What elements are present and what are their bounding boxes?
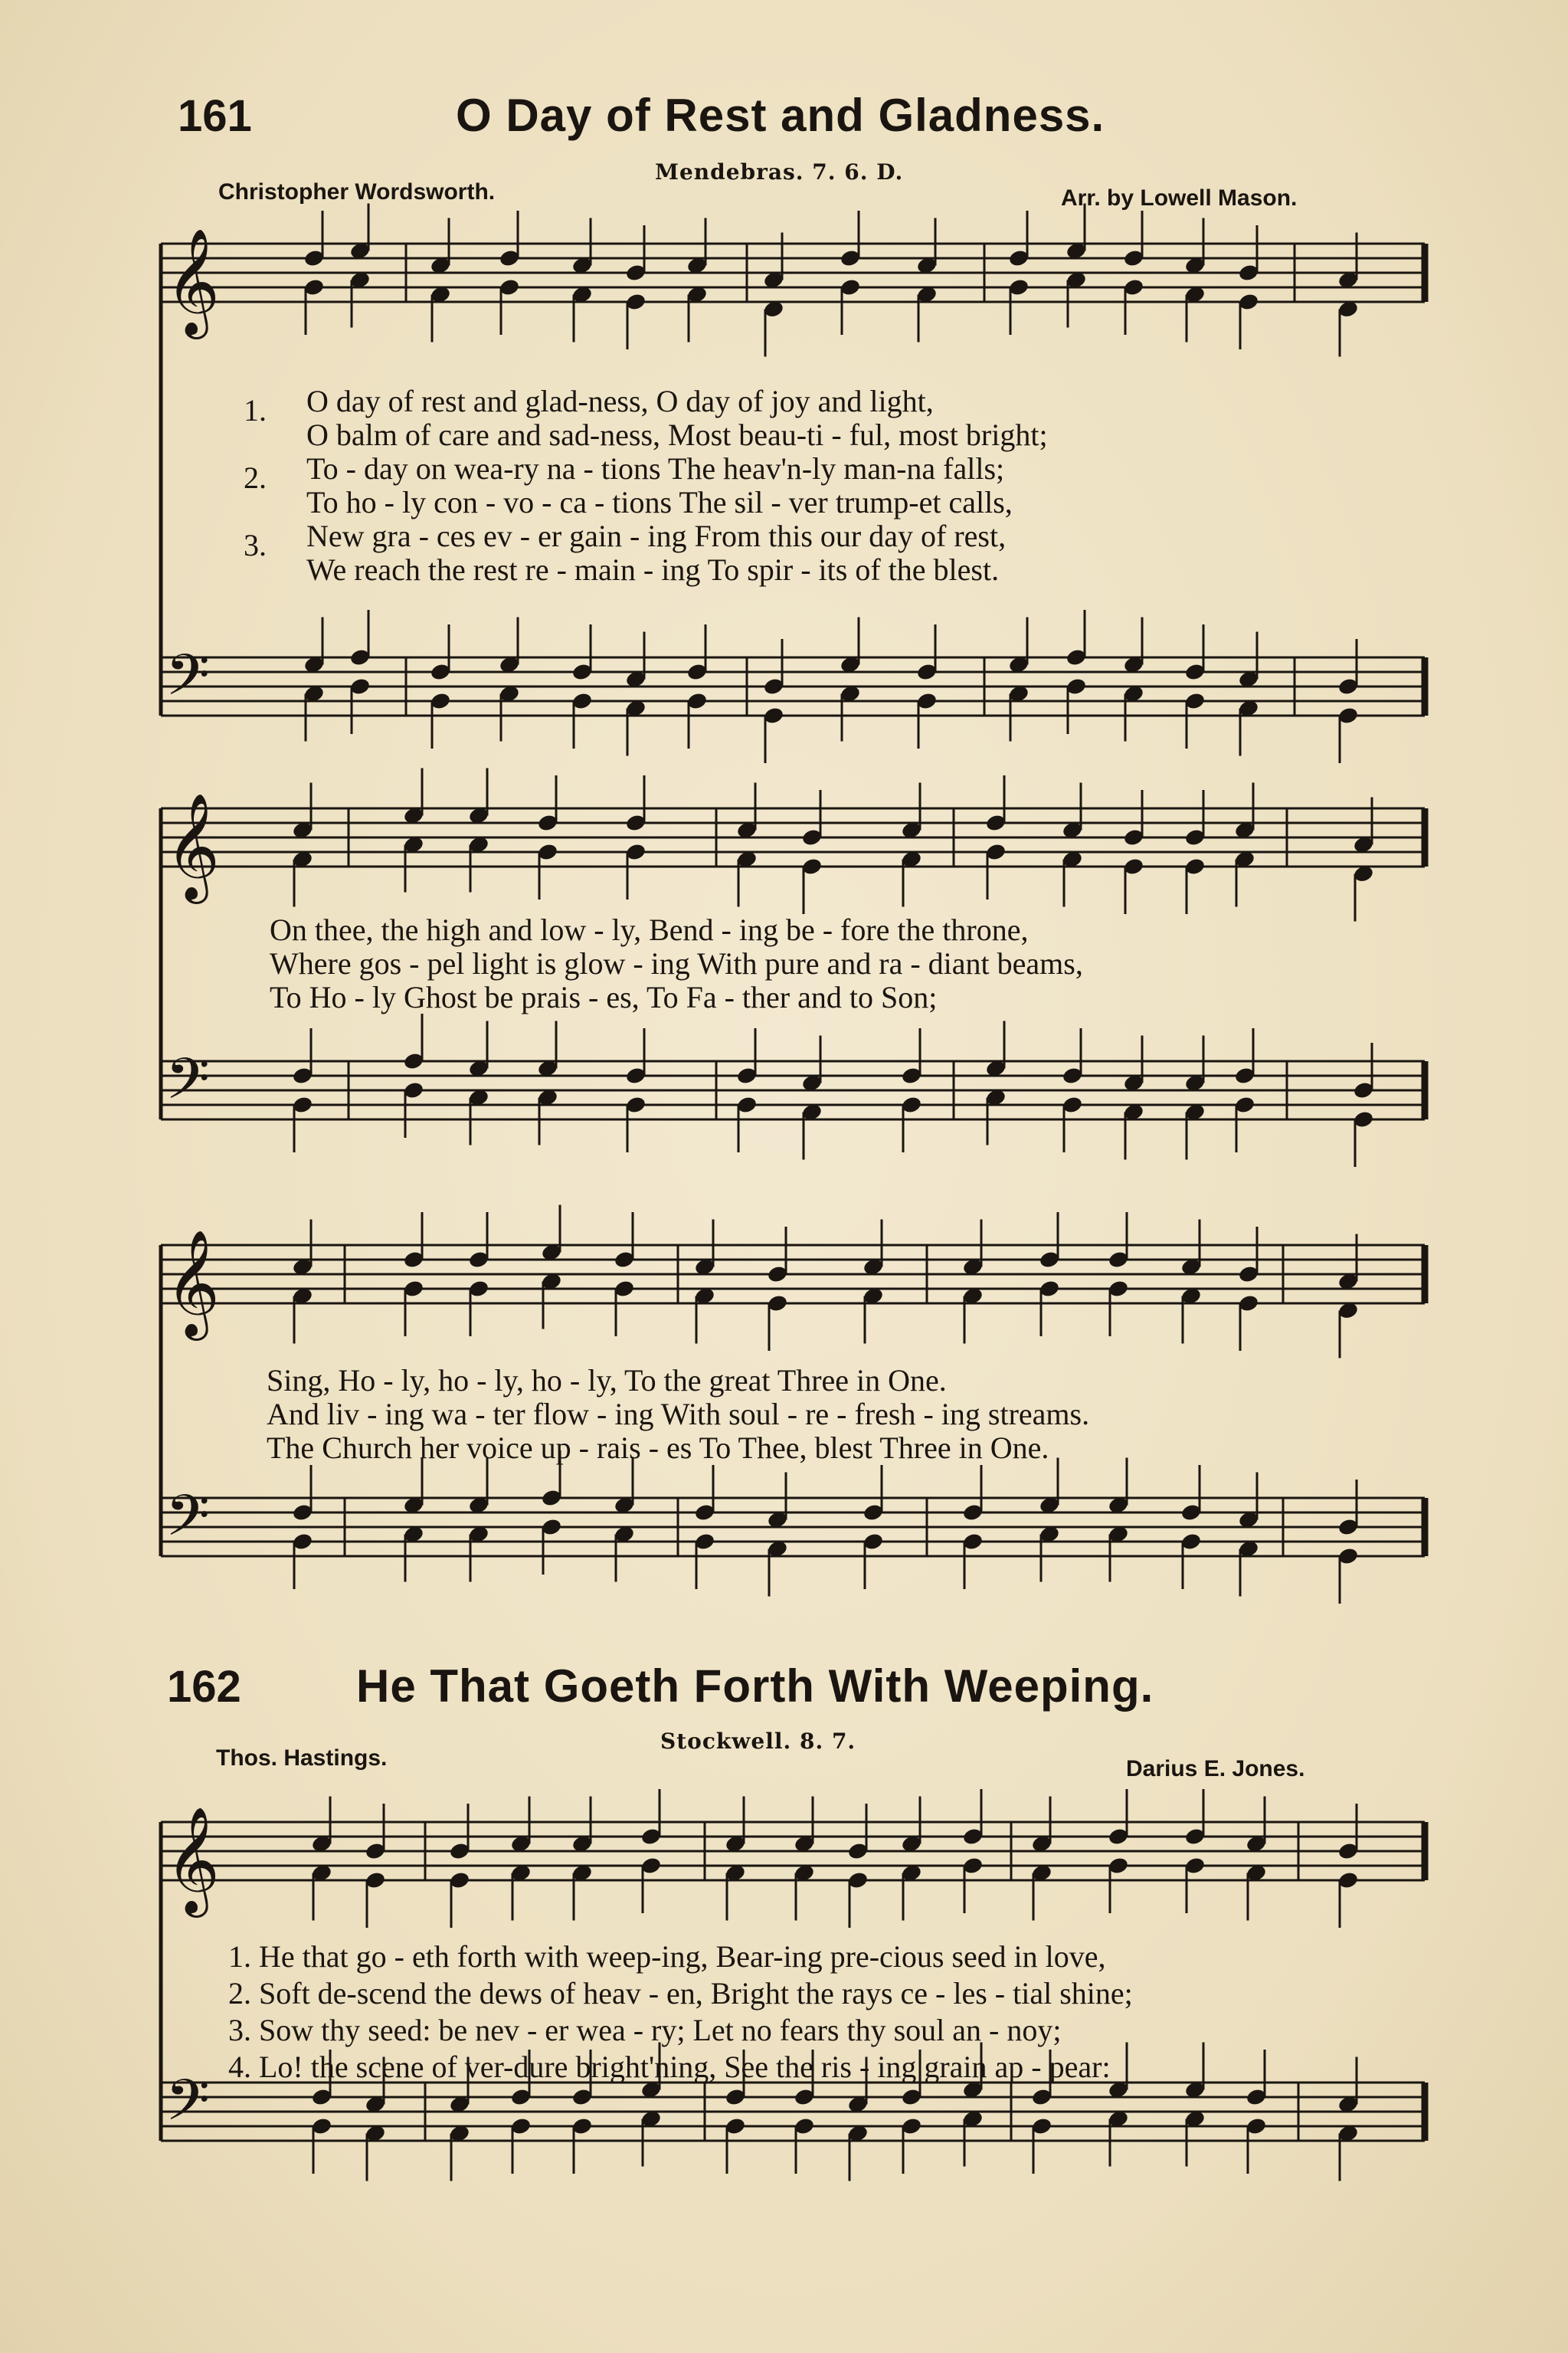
hymn-162-composer: Darius E. Jones. [1126, 1756, 1305, 1781]
treble-clef: 𝄞 [165, 1230, 220, 1336]
bass-clef: 𝄢 [165, 642, 210, 723]
hymn-161-composer: Arr. by Lowell Mason. [1061, 185, 1298, 211]
hymn-162-title: He That Goeth Forth With Weeping. [356, 1660, 1154, 1712]
bass-clef: 𝄢 [165, 1483, 210, 1563]
lyric-line: O day of rest and glad-ness, O day of joy and light, [306, 384, 934, 418]
verse-number-3: 3. [244, 528, 267, 562]
lyric-line: O balm of care and sad-ness, Most beau-ti - ful, most bright; [306, 418, 1048, 452]
lyric-line: New gra - ces ev - er gain - ing From this our day of rest, [306, 519, 1007, 553]
lyric-line: On thee, the high and low - ly, Bend - ing be - fore the throne, [270, 913, 1029, 947]
lyric-line: Where gos - pel light is glow - ing With pure and ra - diant beams, [270, 946, 1083, 981]
bass-clef: 𝄢 [165, 1046, 210, 1126]
verse-number-2: 2. [244, 460, 267, 495]
verse-number-1: 1. [244, 393, 267, 428]
lyric-line: To ho - ly con - vo - ca - tions The sil - ver trump-et calls, [306, 485, 1013, 519]
lyric-line: The Church her voice up - rais - es To Thee, blest Three in One. [267, 1430, 1049, 1465]
lyric-line: 2. Soft de-scend the dews of heav - en, Bright the rays ce - les - tial shine; [228, 1976, 1133, 2011]
lyric-line: And liv - ing wa - ter flow - ing With soul - re - fresh - ing streams. [267, 1397, 1090, 1431]
hymn-161-author: Christopher Wordsworth. [218, 179, 496, 205]
hymn-161-tune: Mendebras. 7. 6. D. [655, 159, 904, 185]
hymn-162-author: Thos. Hastings. [216, 1745, 388, 1771]
treble-clef: 𝄞 [165, 1807, 220, 1913]
lyric-line: Sing, Ho - ly, ho - ly, ho - ly, To the great Three in One. [267, 1363, 947, 1398]
hymn-161-number: 161 [178, 91, 252, 141]
hymn-161-title: O Day of Rest and Gladness. [456, 90, 1105, 141]
lyric-line: 4. Lo! the scene of ver-dure bright'ning, See the ris - ing grain ap - pear: [228, 2050, 1111, 2084]
lyric-line: 3. Sow thy seed: be nev - er wea - ry; Let no fears thy soul an - noy; [228, 2013, 1062, 2047]
lyric-line: 1. He that go - eth forth with weep-ing, Bear-ing pre-cious seed in love, [228, 1939, 1106, 1974]
hymn-162-number: 162 [167, 1662, 241, 1712]
treble-clef: 𝄞 [165, 793, 220, 900]
lyric-line: We reach the rest re - main - ing To spir - its of the blest. [306, 552, 1000, 587]
lyric-line: To - day on wea-ry na - tions The heav'n-ly man-na falls; [306, 451, 1005, 486]
lyric-line: To Ho - ly Ghost be prais - es, To Fa - ther and to Son; [270, 980, 938, 1014]
hymn-162-tune: Stockwell. 8. 7. [660, 1729, 856, 1754]
bass-clef: 𝄢 [165, 2067, 210, 2148]
treble-clef: 𝄞 [165, 228, 220, 335]
